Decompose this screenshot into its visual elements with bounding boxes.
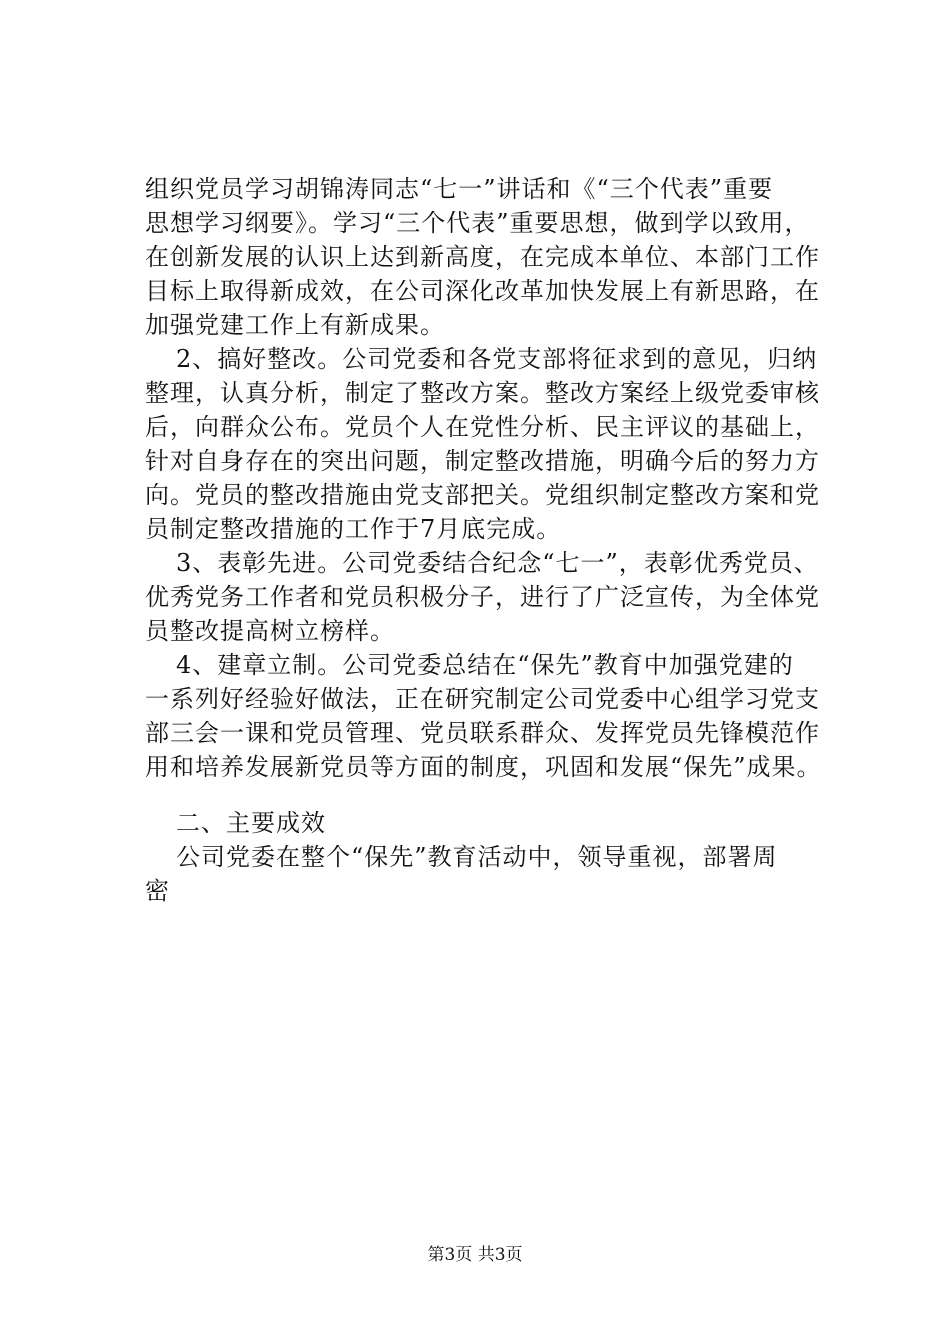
body-text-line: 员制定整改措施的工作于7月底完成。 bbox=[145, 515, 562, 543]
body-text-line: 员整改提高树立榜样。 bbox=[145, 617, 395, 645]
body-text-line: 用和培养发展新党员等方面的制度，巩固和发展“保先”成果。 bbox=[145, 753, 822, 781]
body-text-line: 在创新发展的认识上达到新高度，在完成本单位、本部门工作 bbox=[145, 243, 820, 271]
body-text-line: 针对自身存在的突出问题，制定整改措施，明确今后的努力方 bbox=[145, 447, 820, 475]
body-text-line: 思想学习纲要》。学习“三个代表”重要思想，做到学以致用， bbox=[145, 209, 810, 237]
paragraph-start-line: 2、搞好整改。公司党委和各党支部将征求到的意见，归纳 bbox=[176, 345, 818, 373]
body-text-line: 部三会一课和党员管理、党员联系群众、发挥党员先锋模范作 bbox=[145, 719, 820, 747]
body-text-line: 向。党员的整改措施由党支部把关。党组织制定整改方案和党 bbox=[145, 481, 820, 509]
page-footer: 第3页 共3页 bbox=[427, 1245, 523, 1265]
body-text-line: 目标上取得新成效，在公司深化改革加快发展上有新思路，在 bbox=[145, 277, 820, 305]
body-text-line: 密 bbox=[145, 877, 170, 905]
body-text-line: 加强党建工作上有新成果。 bbox=[145, 311, 445, 339]
body-text-line: 后，向群众公布。党员个人在党性分析、民主评议的基础上， bbox=[145, 413, 820, 441]
body-text-line: 一系列好经验好做法，正在研究制定公司党委中心组学习党支 bbox=[145, 685, 820, 713]
body-text-line: 优秀党务工作者和党员积极分子，进行了广泛宣传，为全体党 bbox=[145, 583, 820, 611]
paragraph-start-line: 公司党委在整个“保先”教育活动中，领导重视，部署周 bbox=[176, 843, 778, 871]
body-text-line: 整理，认真分析，制定了整改方案。整改方案经上级党委审核 bbox=[145, 379, 820, 407]
paragraph-start-line: 4、建章立制。公司党委总结在“保先”教育中加强党建的 bbox=[176, 651, 794, 679]
body-text-line: 组织党员学习胡锦涛同志“七一”讲话和《“三个代表”重要 bbox=[145, 175, 774, 203]
paragraph-start-line: 3、表彰先进。公司党委结合纪念“七一”，表彰优秀党员、 bbox=[176, 549, 819, 577]
section-heading: 二、主要成效 bbox=[176, 809, 326, 837]
